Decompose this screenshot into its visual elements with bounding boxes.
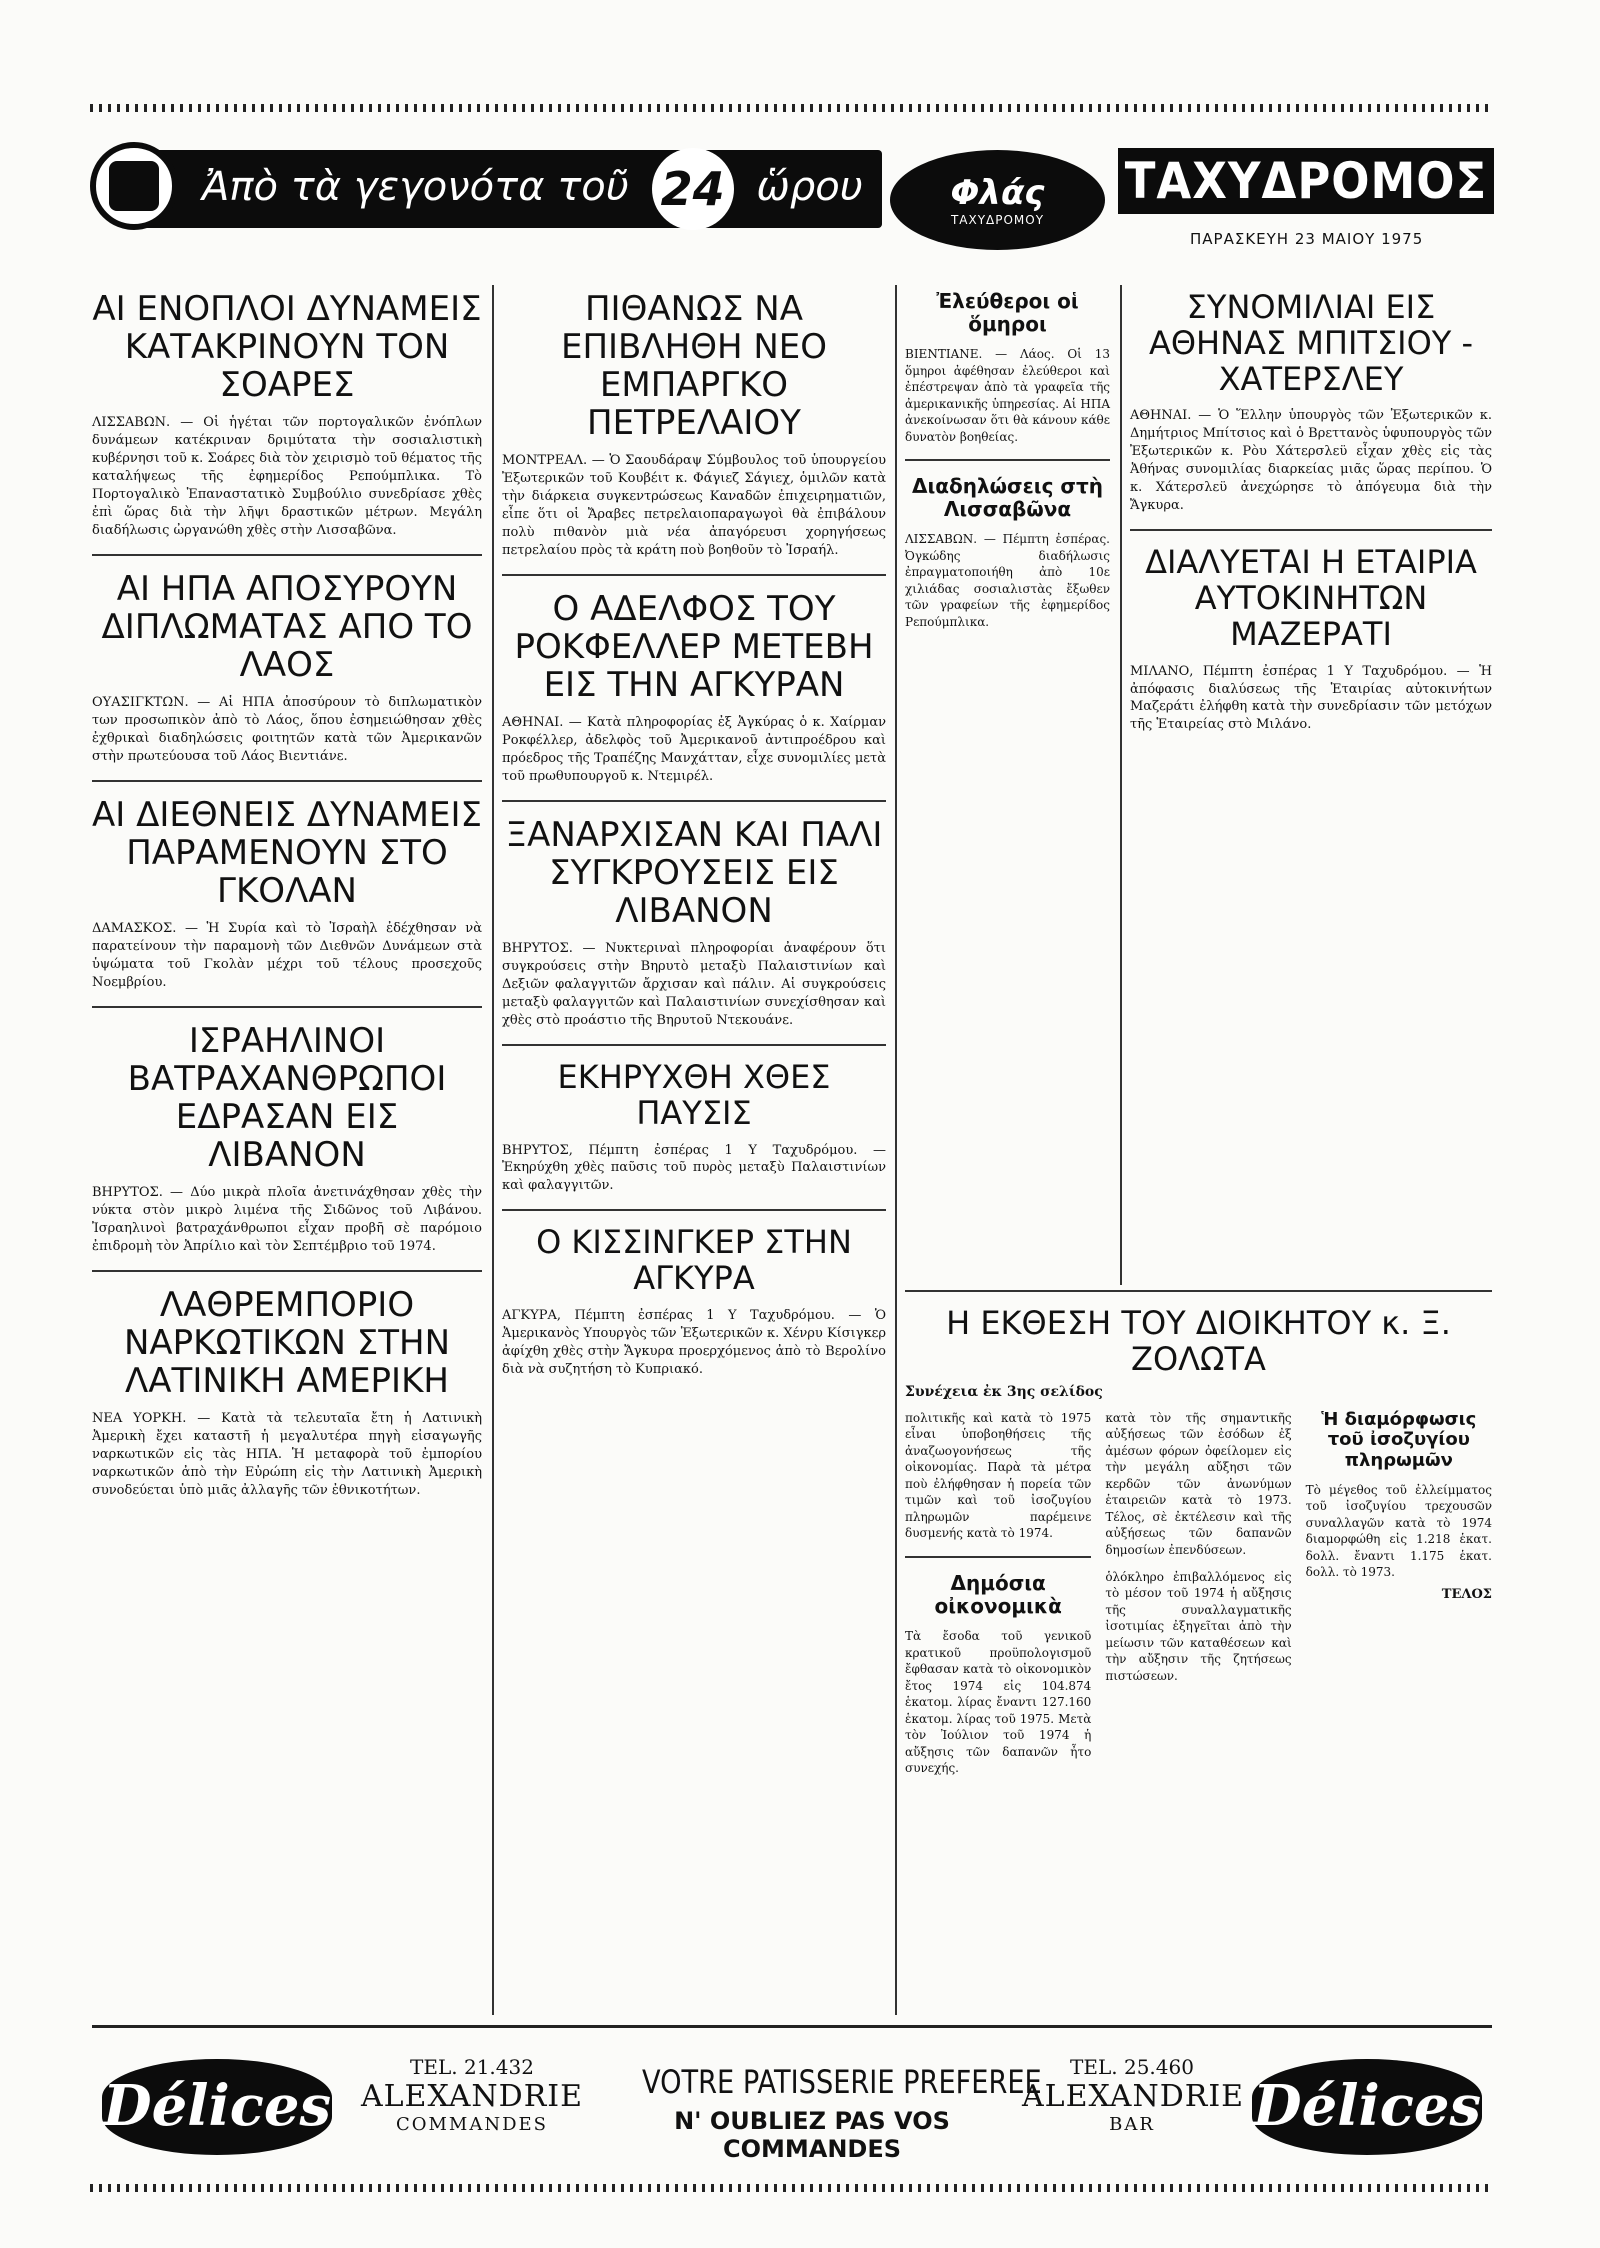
- flash-logo: [890, 150, 1105, 250]
- headline: Ἐλεύθεροι οἱ ὅμηροι: [936, 289, 1079, 336]
- column-4: [1130, 290, 1492, 734]
- headline: ΙΣΡΑΗΛΙΝΟΙ ΒΑΤΡΑΧΑΝΘΡΩΠΟΙ ΕΔΡΑΣΑΝ ΕΙΣ ΛΙΒΑΝΟΝ: [127, 1020, 447, 1175]
- badge-icon: [90, 142, 178, 230]
- city-right: ALEXANDRIE: [1022, 2079, 1245, 2114]
- logo-right: Délices: [1252, 2059, 1482, 2155]
- article-body: ΑΘΗΝΑΙ. — Κατὰ πληροφορίας ἐξ Ἀγκύρας ὁ κ. Χαίρμαν Ροκφέλλερ, ἀδελφὸς τοῦ Ἀμερικανοῦ ἀντιπροέδρου καὶ πρόεδρος τῆς Τραπέζης Μανχάτταν, εἶχε συνομιλίες μετὰ τοῦ πρωθυπουργοῦ κ. Ντεμιρέλ.: [502, 715, 886, 784]
- headline: Διαδηλώσεις στὴ Λισσαβῶνα: [912, 474, 1103, 522]
- headline: ΛΑΘΡΕΜΠΟΡΙΟ ΝΑΡΚΩΤΙΚΩΝ ΣΤΗΝ ΛΑΤΙΝΙΚΗ ΑΜΕΡΙΚΗ: [123, 1284, 451, 1401]
- headline: Δημόσια οἰκονομικὰ: [934, 1571, 1062, 1619]
- column-rule: [1120, 285, 1122, 1285]
- article-body: ΜΟΝΤΡΕΑΛ. — Ὁ Σαουδάραψ Σύμβουλος τοῦ ὑπουργείου Ἐξωτερικῶν τοῦ Κουβέιτ κ. Φάγιεζ Σάγιεχ, ὁμιλῶν κατὰ τὴν διάρκεια συγκεντρώσεως Καναδῶν ἐπιχειρηματιῶν, εἶπε ὅτι οἱ Ἄραβες πετρελαιοπαραγωγοὶ θὰ ἐπιβάλουν πολὺ πιθανὸν μιὰ νέα ἀπαγόρευσι χορηγήσεως πετρελαίου πρὸς τὰ κράτη ποὺ βοηθοῦν τὸ Ἰσραήλ.: [502, 453, 886, 558]
- headline: ΣΥΝΟΜΙΛΙΑΙ ΕΙΣ ΑΘΗΝΑΣ ΜΠΙΤΣΙΟΥ - ΧΑΤΕΡΣΛΕΥ: [1148, 288, 1474, 398]
- article-body: ΑΓΚΥΡΑ, Πέμπτη ἐσπέρας 1 Y Ταχυδρόμου. — Ὁ Ἀμερικανὸς Υπουργὸς τῶν Ἐξωτερικῶν κ. Χένρυ Κίσιγκερ ἀφίχθη χθὲς στὴν Ἄγκυρα προερχόμενος ἀπὸ τὸ Βερολίνο διὰ νὰ συζητήση τὸ Κυπριακό.: [502, 1307, 886, 1377]
- top-border: [90, 104, 1490, 112]
- banner-text: Ἀπὸ τὰ γεγονότα τοῦ: [202, 164, 629, 210]
- divider: [92, 1006, 482, 1008]
- article-body: ὁλόκληρο ἐπιβαλλόμενος εἰς τὸ μέσον τοῦ 1974 ἡ αὔξησις τῆς συναλλαγματικῆς ἰσοτιμίας ἐξηγεῖται ἀπὸ τὴν μείωσιν τῶν καταθέσεων καὶ τὴν αὔξησιν τῆς ζητήσεως πιστώσεων.: [1105, 1569, 1292, 1683]
- article-body: κατὰ τὸν τῆς σημαντικῆς αὐξήσεως τῶν ἐσόδων ἐξ ἀμέσων φόρων ὀφείλομεν εἰς τὴν μεγάλη αὔξησι τῶν κερδῶν τῶν ἀνωνύμων ἑταιρειῶν κατὰ τὸ 1973. Τέλος, σὲ ἐκτέλεσιν καὶ τῆς αὐξήσεως τῶν δαπανῶν δημοσίων ἐπενδύσεων.: [1105, 1410, 1292, 1558]
- headline: ΕΚΗΡΥΧΘΗ ΧΘΕΣ ΠΑΥΣΙΣ: [557, 1057, 831, 1132]
- divider: [905, 1290, 1492, 1292]
- ad-slogan-2: N' OUBLIEZ PAS VOS COMMANDES: [674, 2107, 950, 2163]
- divider: [1130, 529, 1492, 531]
- tel-right: TEL. 25.460: [1070, 2055, 1194, 2079]
- article-body: ΒΗΡΥΤΟΣ. — Νυκτεριναὶ πληροφορίαι ἀναφέρουν ὅτι συγκρούσεις στὴν Βηρυτὸ μεταξὺ Παλαιστινίων καὶ Δεξιῶν φαλαγγιτῶν ἄρχισαν καὶ πάλιν. Αἱ συγκρούσεις μεταξὺ φαλαγγιτῶν καὶ Παλαιστινίων συνεχίσθησαν καὶ χθὲς στὸ προάστιο τῆς Βηρυτοῦ Ντεκουάνε.: [502, 941, 886, 1028]
- advertisement: [92, 2045, 1492, 2175]
- divider: [905, 459, 1110, 461]
- article-body: Τὰ ἔσοδα τοῦ γενικοῦ κρατικοῦ προϋπολογισμοῦ ἔφθασαν κατὰ τὸ οἰκονομικὸν ἔτος 1974 εἰς 104.874 ἑκατομ. λίρας ἔναντι 127.160 ἑκατομ. λίρας τοῦ 1975. Μετὰ τὸν Ἰούλιον τοῦ 1974 ἡ αὔξησις τῶν δαπανῶν ἦτο συνεχής.: [905, 1629, 1092, 1776]
- article-body: ΛΙΣΣΑΒΩΝ. — Οἱ ἡγέται τῶν πορτογαλικῶν ἐνόπλων δυνάμεων κατέκριναν δριμύτατα τὴν σοσιαλιστικὴ κυβέρνησι τοῦ κ. Σοάρες διὰ τὸν χειρισμὸ τοῦ θέματος τῆς καταλήψεως τῆς ἐφημερίδος Ρεπούμπλικα. Τὸ Πορτογαλικὸ Ἐπαναστατικὸ Συμβούλιο συνεδρίασε χθὲς ἐπὶ ὥρας διὰ τὴν λῆψι δραστικῶν μέτρων. Μεγάλη διαδήλωσις ὠργανώθη χθὲς στὴν Λισσαβῶνα.: [92, 415, 482, 538]
- headline: ΞΑΝΑΡΧΙΣΑΝ ΚΑΙ ΠΑΛΙ ΣΥΓΚΡΟΥΣΕΙΣ ΕΙΣ ΛΙΒΑΝΟΝ: [505, 814, 883, 932]
- column-2: [502, 290, 886, 1379]
- article-body: ΒΗΡΥΤΟΣ, Πέμπτη ἐσπέρας 1 Y Ταχυδρόμου. — Ἐκηρύχθη χθὲς παῦσις τοῦ πυρὸς μεταξὺ Παλαιστινίων καὶ φαλαγγιτῶν.: [502, 1142, 886, 1194]
- divider: [502, 1044, 886, 1046]
- divider: [92, 1270, 482, 1272]
- article-body: πολιτικῆς καὶ κατὰ τὸ 1975 εἶναι ὑποβοηθήσεις τῆς ἀναζωογονήσεως τῆς οἰκονομίας. Παρὰ τὰ μέτρα ποὺ ἐλήφθησαν ἡ πορεία τῶν τιμῶν καὶ τοῦ ἰσοζυγίου πληρωμῶν παρέμεινε δυσμενής κατὰ τὸ 1974.: [905, 1410, 1092, 1541]
- divider: [905, 1556, 1091, 1558]
- logo-left: Délices: [102, 2059, 332, 2155]
- ad-rule: [92, 2025, 1492, 2028]
- headline: ΔΙΑΛΥΕΤΑΙ Η ΕΤΑΙΡΙΑ ΑΥΤΟΚΙΝΗΤΩΝ ΜΑΖΕΡΑΤΙ: [1145, 543, 1477, 653]
- ad-slogan: VOTRE PATISSERIE PREFEREE: [642, 2063, 1042, 2101]
- article-body: ΒΗΡΥΤΟΣ. — Δύο μικρὰ πλοῖα ἀνετινάχθησαν χθὲς τὴν νύκτα στὸν μικρὸ λιμένα τῆς Σιδῶνος τοῦ Λιβάνου. Ἰσραηλινοὶ βατραχάνθρωποι εἶχαν προβῆ σὲ παρόμοιο ἐπιδρομὴ τὸν Ἀπρίλιο καὶ τὸν Σεπτέμβριο τοῦ 1974.: [92, 1185, 482, 1254]
- continued-note: Συνέχεια ἐκ 3ης σελίδος: [905, 1383, 1103, 1400]
- divider: [502, 1209, 886, 1211]
- flash-sub: ΤΑΧΥΔΡΟΜΟΥ: [950, 213, 1045, 227]
- article-body: ΟΥΑΣΙΓΚΤΩΝ. — Αἱ ΗΠΑ ἀποσύρουν τὸ διπλωματικὸν των προσωπικὸν ἀπὸ τὸ Λάος, ὅπου ἐσημειώθησαν χθὲς ἐχθρικαὶ διαδηλώσεις φοιτητῶν κατὰ τῶν Ἀμερικανῶν στὴν πρωτεύουσα τοῦ Λάος Βιεντιάνε.: [92, 695, 482, 764]
- masthead: ΤΑΧΥΔΡΟΜΟΣ: [1118, 148, 1494, 214]
- headline: ΑΙ ΕΝΟΠΛΟΙ ΔΥΝΑΜΕΙΣ ΚΑΤΑΚΡΙΝΟΥΝ ΤΟΝ ΣΟΑΡΕΣ: [92, 289, 482, 406]
- article-body: ΑΘΗΝΑΙ. — Ὁ Ἕλλην ὑπουργὸς τῶν Ἐξωτερικῶν κ. Δημήτριος Μπίτσιος καὶ ὁ Βρεττανὸς ὑφυπουργὸς τῶν Ἐξωτερικῶν κ. Ρὸυ Χάτερσλεϋ εἶχαν χθὲς εἰς τὰς Ἀθήνας συνομιλίας διαρκείας μιᾶς ὥρας περίπου. Ὁ κ. Χάτερσλεϋ ἀνεχώρησε τὸ ἀπόγευμα διὰ τὴν Ἄγκυρα.: [1130, 408, 1492, 514]
- headline: Ο ΑΔΕΛΦΟΣ ΤΟΥ ΡΟΚΦΕΛΛΕΡ ΜΕΤΕΒΗ ΕΙΣ ΤΗΝ ΑΓΚΥΡΑΝ: [514, 588, 874, 706]
- city-left: ALEXANDRIE: [360, 2079, 584, 2114]
- banner-number: 24: [652, 148, 734, 230]
- divider: [92, 554, 482, 556]
- article-body: ΛΙΣΣΑΒΩΝ. — Πέμπτη ἐσπέρας. Ὀγκώδης διαδήλωσις ἐπραγματοποιήθη ἀπὸ 10ε χιλιάδας σοσιαλιστὰς ἔξωθεν τῶν γραφείων τῆς ἐφημερίδος Ρεπούμπλικα.: [905, 532, 1110, 630]
- column-rule: [895, 285, 897, 2015]
- article-body: ΜΙΛΑΝΟ, Πέμπτη ἐσπέρας 1 Y Ταχυδρόμου. — Ἡ ἀπόφασις διαλύσεως τῆς Ἑταιρίας αὐτοκινήτων Μαζεράτι ἐλήφθη κατὰ τὴν συνεδρίασιν τῶν μετόχων τῆς Ἑταιρείας στὸ Μιλάνο.: [1130, 663, 1492, 733]
- flash-word: Φλάς: [950, 173, 1045, 213]
- banner-end: ὥρου: [756, 164, 863, 210]
- end-marker: ΤΕΛΟΣ: [1441, 1587, 1492, 1602]
- tel-left: TEL. 21.432: [410, 2055, 534, 2079]
- section-banner: [92, 150, 882, 228]
- headline: ΠΙΘΑΝΩΣ ΝΑ ΕΠΙΒΛΗΘΗ ΝΕΟ ΕΜΠΑΡΓΚΟ ΠΕΤΡΕΛΑΙΟΥ: [560, 289, 828, 444]
- headline: Ο ΚΙΣΣΙΝΓΚΕΡ ΣΤΗΝ ΑΓΚΥΡΑ: [536, 1223, 852, 1298]
- sub-right: BAR: [1109, 2114, 1155, 2135]
- column-3: [905, 290, 1110, 631]
- article-body: Τὸ μέγεθος τοῦ ἐλλείμματος τοῦ ἰσοζυγίου τρεχουσῶν συναλλαγῶν κατὰ τὸ 1974 διαμορφώθη εἰς 1.218 ἑκατ. δολλ. ἔναντι 1.175 ἑκατ. δολλ. τὸ 1973.: [1305, 1482, 1492, 1580]
- headline: ΑΙ ΔΙΕΘΝΕΙΣ ΔΥΝΑΜΕΙΣ ΠΑΡΑΜΕΝΟΥΝ ΣΤΟ ΓΚΟΛΑΝ: [92, 794, 482, 911]
- bottom-border: [90, 2184, 1490, 2192]
- divider: [502, 574, 886, 576]
- headline: ΑΙ ΗΠΑ ΑΠΟΣΥΡΟΥΝ ΔΙΠΛΩΜΑΤΑΣ ΑΠΟ ΤΟ ΛΑΟΣ: [101, 568, 473, 685]
- economic-report: [905, 1290, 1492, 1777]
- column-rule: [492, 285, 494, 2015]
- column-1: [92, 290, 482, 1500]
- article-body: ΒΙΕΝΤΙΑΝΕ. — Λάος. Οἱ 13 ὅμηροι ἀφέθησαν ἐλεύθεροι καὶ ἐπέστρεψαν ἀπὸ τὰ γραφεῖα τῆς ἀμερικανικῆς ὑπηρεσίας. Αἱ ΗΠΑ ἀνεκοίνωσαν ὅτι θὰ κάνουν κάθε δυνατὸν βοηθείας.: [905, 347, 1110, 444]
- article-body: ΔΑΜΑΣΚΟΣ. — Ἡ Συρία καὶ τὸ Ἰσραὴλ ἐδέχθησαν νὰ παρατείνουν τὴν παραμονὴ τῶν Διεθνῶν Δυνάμεων στὰ ὑψώματα τοῦ Γκολὰν μέχρι τοῦ τέλους προσεχοῦς Νοεμβρίου.: [92, 921, 482, 990]
- divider: [92, 780, 482, 782]
- issue-date: ΠΑΡΑΣΚΕΥΗ 23 ΜΑΙΟΥ 1975: [1190, 230, 1424, 248]
- sub-left: COMMANDES: [395, 2114, 549, 2135]
- headline: Η ΕΚΘΕΣΗ ΤΟΥ ΔΙΟΙΚΗΤΟΥ κ. Ξ. ΖΟΛΩΤΑ: [946, 1304, 1451, 1378]
- divider: [502, 800, 886, 802]
- article-body: ΝΕΑ ΥΟΡΚΗ. — Κατὰ τὰ τελευταῖα ἔτη ἡ Λατινικὴ Ἀμερικὴ ἔχει καταστῆ ἡ μεγαλυτέρα πηγὴ εἰσαγωγῆς ναρκωτικῶν εἰς τὰς ΗΠΑ. Ἡ μεταφορὰ τοῦ ἐμπορίου ναρκωτικῶν ἀπὸ τὴν Εὐρώπη εἰς τὴν Λατινικὴ Ἀμερικὴ συνοδεύεται ὑπὸ μιᾶς ἀλλαγῆς τῶν ἐθνικοτήτων.: [92, 1411, 482, 1498]
- subheadline: Ἡ διαμόρφωσις τοῦ ἰσοζυγίου πληρωμῶν: [1321, 1408, 1477, 1472]
